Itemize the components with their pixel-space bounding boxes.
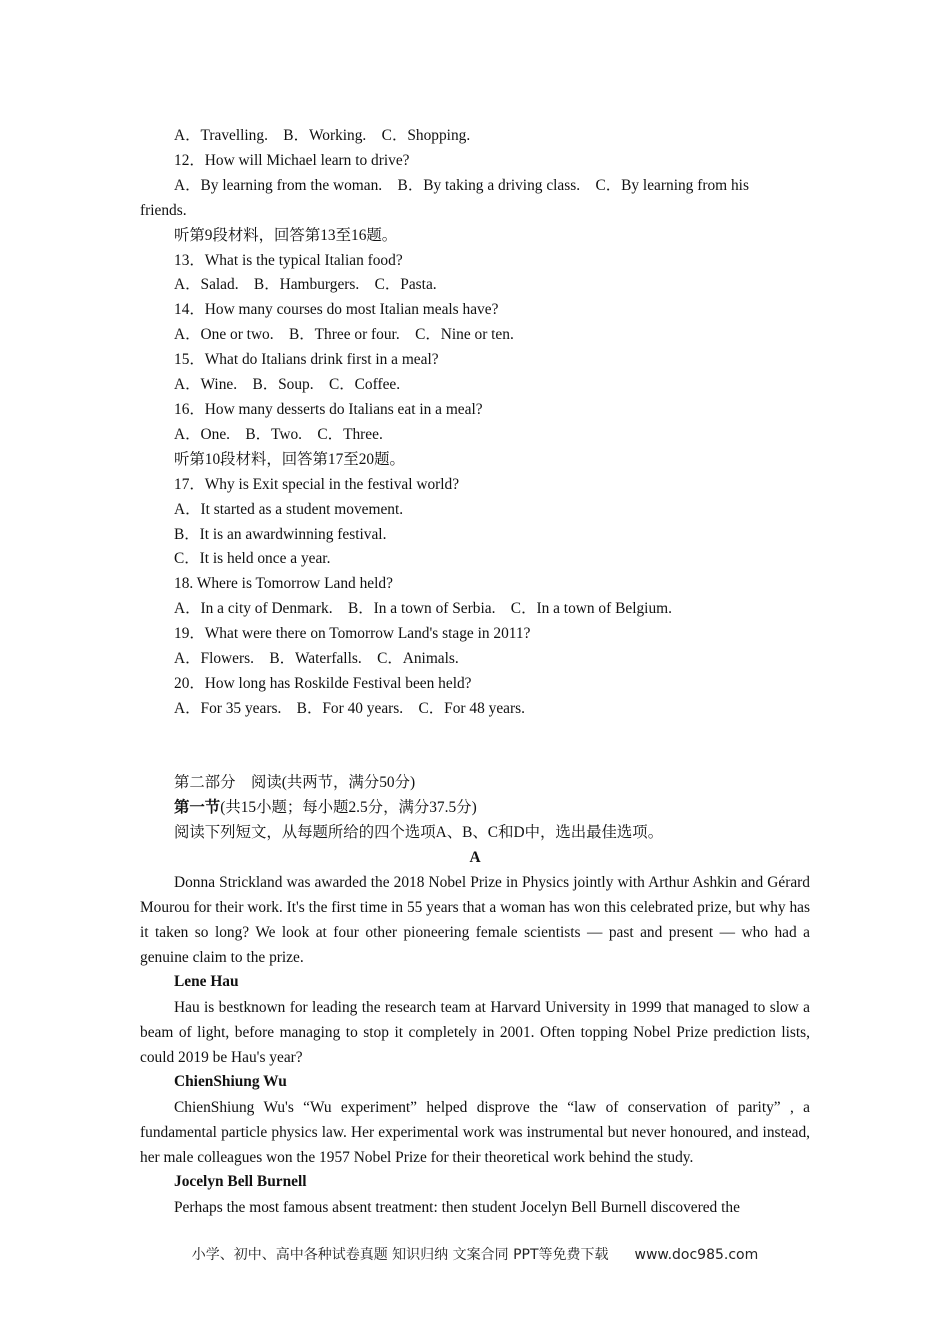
answer-option-17a: A．It started as a student movement. bbox=[174, 500, 404, 518]
question-12: 12．How will Michael learn to drive? bbox=[174, 151, 410, 169]
material-10-instruction: 听第10段材料，回答第17至20题。 bbox=[174, 450, 405, 468]
answer-options-11: A．Travelling. B．Working. C．Shopping. bbox=[174, 127, 471, 144]
paragraph-lene-hau: Hau is bestknown for leading the research team at Harvard University in 1999 that managed to slow a beam of light, before managing to stop it completely in 2001. Often topping Nobel Prize prediction lists, could 2019 be Hau's year? bbox=[140, 999, 810, 1067]
answer-option-17b: B．It is an awardwinning festival. bbox=[174, 525, 387, 543]
subheading-bell-burnell: Jocelyn Bell Burnell bbox=[174, 1173, 307, 1191]
paragraph-wu: ChienShiung Wu's “Wu experiment” helped disprove the “law of conservation of parity” , a fundamental particle physics law. Her experimental work was instrumental but never honoured, and instead, her male colleagues won the 1957 Nobel Prize for their theoretical work behind the study. bbox=[140, 1099, 810, 1167]
answer-options-12-cont: friends. bbox=[140, 201, 187, 219]
listening-section bbox=[140, 124, 810, 722]
question-18: 18. Where is Tomorrow Land held? bbox=[174, 575, 393, 593]
answer-options-20: A．For 35 years. B．For 40 years. C．For 48 years. bbox=[174, 699, 525, 717]
question-19: 19．What were there on Tomorrow Land's stage in 2011? bbox=[174, 625, 531, 643]
subheading-lene-hau: Lene Hau bbox=[174, 973, 239, 991]
question-13: 13．What is the typical Italian food? bbox=[174, 251, 403, 269]
passage-letter: A bbox=[469, 849, 481, 867]
reading-instruction: 阅读下列短文，从每题所给的四个选项A、B、C和D中，选出最佳选项。 bbox=[174, 823, 664, 841]
document-page bbox=[140, 124, 810, 1220]
material-9-instruction: 听第9段材料，回答第13至16题。 bbox=[174, 226, 398, 244]
answer-options-12: A．By learning from the woman. B．By taking a driving class. C．By learning from his bbox=[174, 176, 749, 194]
section-label: 第一节 bbox=[174, 798, 221, 816]
reading-section bbox=[140, 771, 810, 1220]
section-detail: (共15小题；每小题2.5分，满分37.5分) bbox=[220, 798, 477, 816]
answer-option-17c: C．It is held once a year. bbox=[174, 550, 331, 568]
part-title: 第二部分 阅读(共两节，满分50分) bbox=[174, 773, 416, 791]
question-17: 17．Why is Exit special in the festival world? bbox=[174, 475, 460, 493]
answer-options-19: A．Flowers. B．Waterfalls. C．Animals. bbox=[174, 650, 459, 668]
question-14: 14．How many courses do most Italian meals have? bbox=[174, 301, 499, 319]
question-16: 16．How many desserts do Italians eat in a meal? bbox=[174, 400, 483, 418]
question-20: 20．How long has Roskilde Festival been held? bbox=[174, 674, 472, 692]
answer-options-13: A．Salad. B．Hamburgers. C．Pasta. bbox=[174, 276, 437, 294]
paragraph-bell-burnell: Perhaps the most famous absent treatment: then student Jocelyn Bell Burnell discovered the bbox=[174, 1199, 740, 1217]
footer-text: 小学、初中、高中各种试卷真题 知识归纳 文案合同 PPT等免费下载 bbox=[191, 1247, 609, 1263]
answer-options-14: A．One or two. B．Three or four. C．Nine or ten. bbox=[174, 326, 514, 344]
section-heading bbox=[140, 796, 810, 821]
answer-options-18: A．In a city of Denmark. B．In a town of Serbia. C．In a town of Belgium. bbox=[174, 600, 672, 618]
page-footer bbox=[0, 1244, 950, 1264]
answer-options-15: A．Wine. B．Soup. C．Coffee. bbox=[174, 376, 401, 394]
question-15: 15．What do Italians drink first in a meal? bbox=[174, 351, 439, 369]
subheading-wu: ChienShiung Wu bbox=[174, 1073, 287, 1091]
section-gap bbox=[140, 722, 810, 771]
answer-options-16: A．One. B．Two. C．Three. bbox=[174, 425, 383, 443]
passage-intro: Donna Strickland was awarded the 2018 Nobel Prize in Physics jointly with Arthur Ashkin and Gérard Mourou for their work. It's the first time in 55 years that a woman has won this celebrated prize, but why has it taken so long? We look at four other pioneering female scientists — past and present — who had a genuine claim to the prize. bbox=[140, 874, 810, 967]
footer-site: www.doc985.com bbox=[634, 1247, 759, 1263]
